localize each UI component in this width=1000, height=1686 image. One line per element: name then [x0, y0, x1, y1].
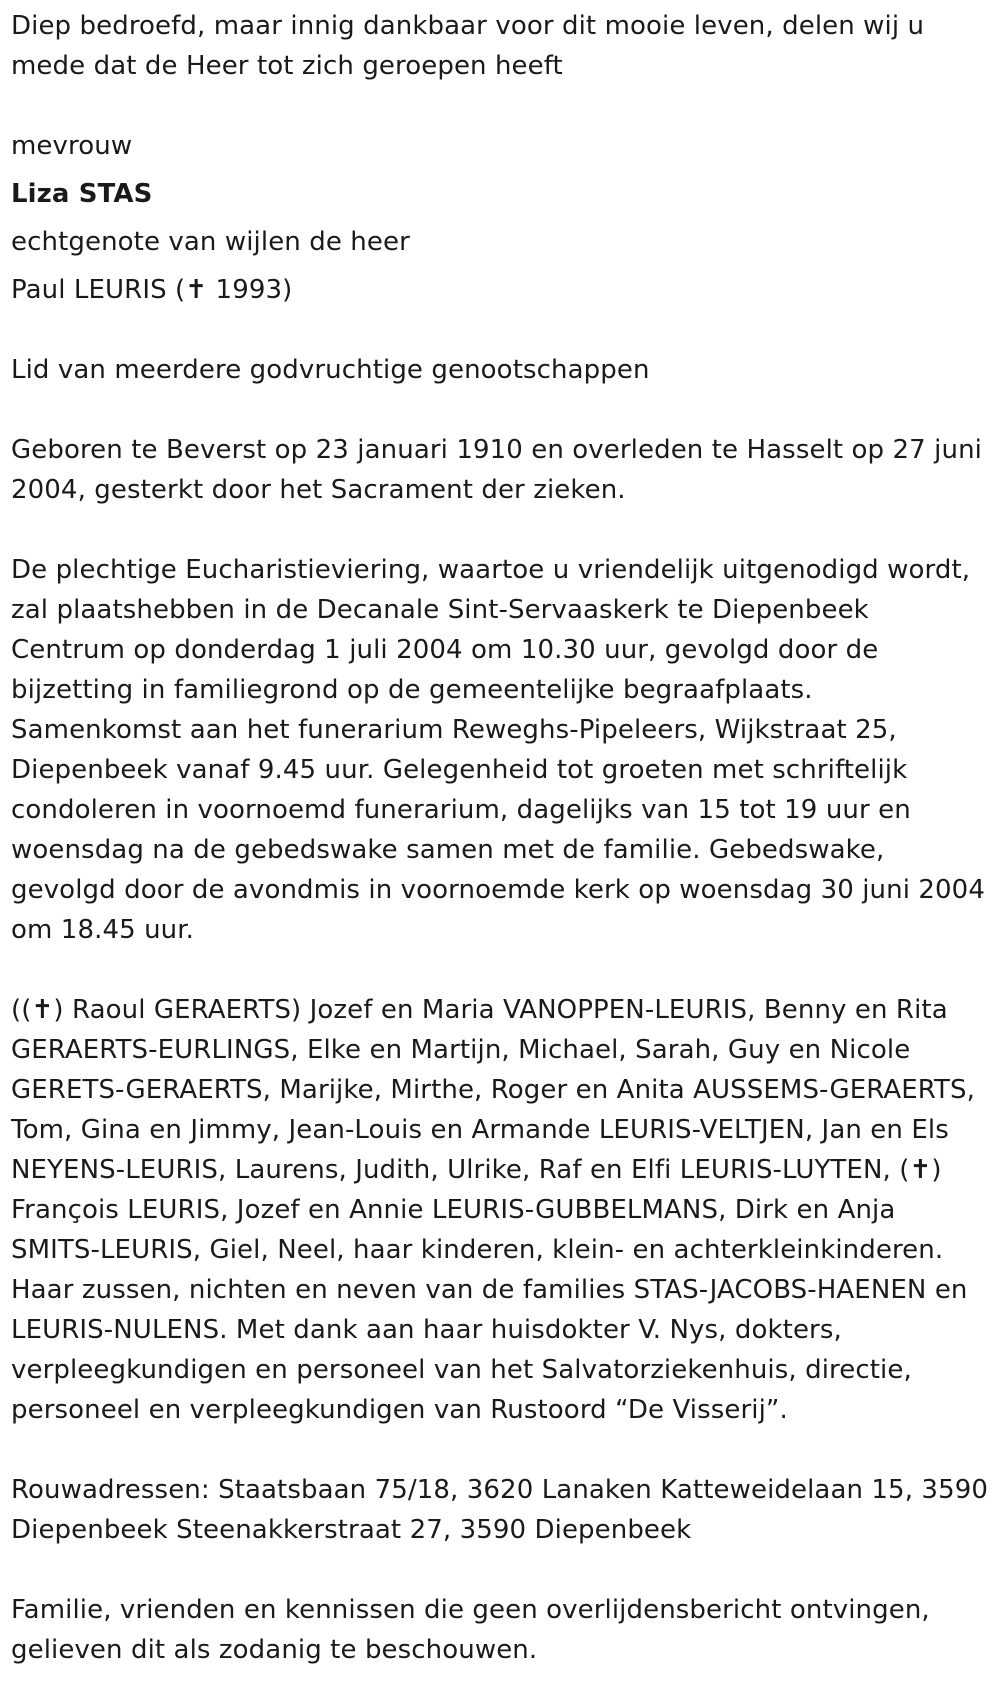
spouse-line-2: Paul LEURIS (✝ 1993) [11, 275, 293, 305]
family-text: ((✝) Raoul GERAERTS) Jozef en Maria VANOPPEN-LEURIS, Benny en Rita GERAERTS-EURLINGS, Elke en Martijn, Michael, Sarah, Guy en Nicole GERETS-GERAERTS, Marijke, Mirthe, Roger en Anita AUSSEMS-GERAERTS, Tom, Gina en Jimmy, Jean-Louis en Armande LEURIS-VELTJEN, Jan en Els NEYENS-LEURIS, Laurens, Judith, Ulrike, Raf en Elfi LEURIS-LUYTEN, (✝) François LEURIS, Jozef en Annie LEURIS-GUBBELMANS, Dirk en Anja SMITS-LEURIS, Giel, Neel, haar kinderen, klein- en achterkleinkinderen. Haar zussen, nichten en neven van de families STAS-JACOBS-HAENEN en LEURIS-NULENS. Met dank aan haar huisdokter V. Nys, dokters, verpleegkundigen en personeel van het Salvatorziekenhuis, directie, personeel en verpleegkundigen van Rustoord “De Visserij”. [11, 995, 976, 1425]
honorific: mevrouw [11, 131, 133, 161]
deceased-name: Liza STAS [11, 179, 153, 209]
ceremony-text: De plechtige Eucharistieviering, waartoe u vriendelijk uitgenodigd wordt, zal plaatshebben in de Decanale Sint-Servaaskerk te Diepenbeek Centrum op donderdag 1 juli 2004 om 10.30 uur, gevolgd door de bijzetting in familiegrond op de gemeentelijke begraafplaats. Samenkomst aan het funerarium Reweghs-Pipeleers, Wijkstraat 25, Diepenbeek vanaf 9.45 uur. Gelegenheid tot groeten met schriftelijk condoleren in voornoemd funerarium, dagelijks van 15 tot 19 uur en woensdag na de gebedswake samen met de familie. Gebedswake, gevolgd door de avondmis in voornoemde kerk op woensdag 30 juni 2004 om 18.45 uur. [11, 555, 985, 945]
spacer [11, 510, 990, 550]
closing-text: Familie, vrienden en kennissen die geen overlijdensbericht ontvingen, gelieven dit als zodanig te beschouwen. [11, 1595, 930, 1665]
spacer [11, 86, 990, 126]
spouse-line-1: echtgenote van wijlen de heer [11, 227, 410, 257]
membership-text: Lid van meerdere godvruchtige genootschappen [11, 355, 650, 385]
spacer [11, 390, 990, 430]
spacer [11, 950, 990, 990]
spacer [11, 214, 990, 222]
spacer [11, 310, 990, 350]
addresses-text: Rouwadressen: Staatsbaan 75/18, 3620 Lanaken Katteweidelaan 15, 3590 Diepenbeek Steenakkerstraat 27, 3590 Diepenbeek [11, 1475, 989, 1545]
spacer [11, 262, 990, 270]
birth-death-text: Geboren te Beverst op 23 januari 1910 en overleden te Hasselt op 27 juni 2004, gesterkt door het Sacrament der zieken. [11, 435, 982, 505]
spacer [11, 166, 990, 174]
spacer [11, 1550, 990, 1590]
spacer [11, 1430, 990, 1470]
intro-text: Diep bedroefd, maar innig dankbaar voor dit mooie leven, delen wij u mede dat de Heer tot zich geroepen heeft [11, 11, 925, 81]
